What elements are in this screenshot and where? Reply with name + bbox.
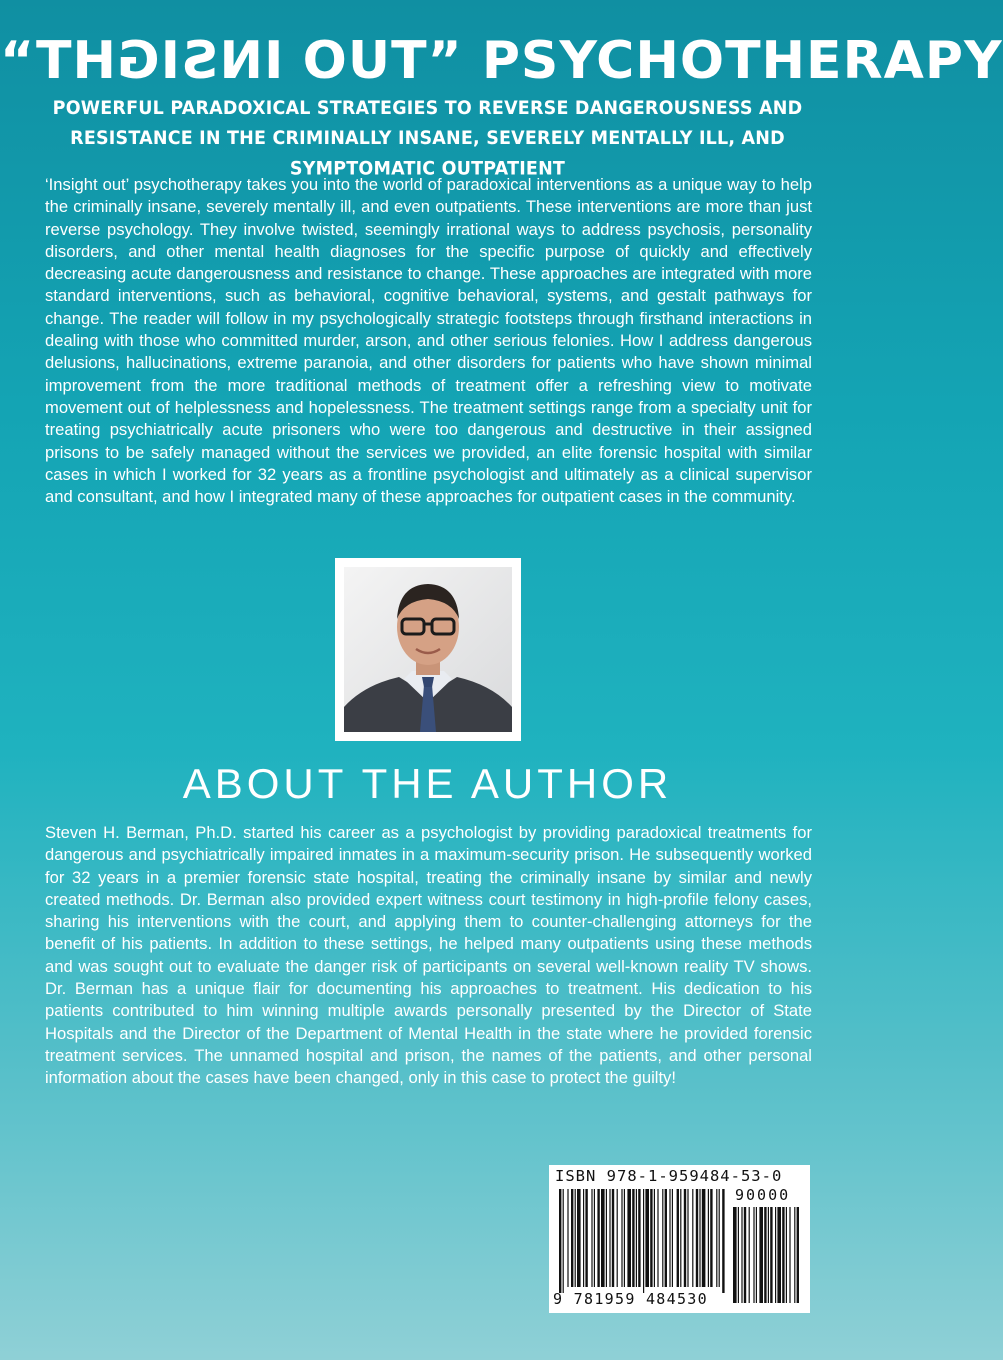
barcode-bar xyxy=(657,1189,658,1287)
author-photo xyxy=(344,567,512,732)
barcode-ean-digits: 9 781959 484530 xyxy=(553,1290,708,1308)
addon-barcode-bar xyxy=(744,1207,746,1303)
barcode-bar xyxy=(591,1189,592,1287)
barcode-bar xyxy=(601,1189,605,1287)
barcode-bar xyxy=(665,1189,667,1287)
addon-barcode-bar xyxy=(733,1207,737,1303)
isbn-barcode xyxy=(549,1165,810,1313)
addon-barcode-bar xyxy=(738,1207,739,1303)
barcode-bar xyxy=(643,1189,644,1293)
title-rest: OUT” PSYCHOTHERAPY xyxy=(283,31,1003,91)
barcode-bar xyxy=(632,1189,634,1287)
barcode-bar xyxy=(710,1189,712,1287)
barcode-bar xyxy=(669,1189,670,1287)
barcode-bar xyxy=(597,1189,599,1287)
barcode-bar xyxy=(702,1189,706,1287)
barcode-bar xyxy=(563,1189,564,1293)
barcode-bar xyxy=(662,1189,663,1287)
barcode-bar xyxy=(559,1189,561,1293)
author-photo-frame xyxy=(335,558,521,741)
addon-barcode-bar xyxy=(749,1207,750,1303)
book-title xyxy=(0,30,1003,92)
barcode-bar xyxy=(585,1189,587,1287)
barcode-bar xyxy=(567,1189,568,1287)
isbn-label: ISBN 978-1-959484-53-0 xyxy=(555,1167,783,1185)
barcode-addon-code: 90000 xyxy=(735,1186,791,1204)
author-bio: Steven H. Berman, Ph.D. started his career as a psychologist by providing paradoxical treatments for dangerous and psychiatrically impaired inmates in a maximum-security prison. He subsequently worked for 32 years in a premier forensic state hospital, treating the criminally insane by similar and newly created methods. Dr. Berman also provided expert witness court testimony in high-profile felony cases, sharing his interventions with the court, and applying them to counter-challenging attorneys for the benefit of his patients. In addition to these settings, he helped many outpatients using these methods and was sought out to evaluate the danger risk of participants on several well-known reality TV shows. Dr. Berman has a unique flair for documenting his approaches to treatment. His dedication to his patients contributed to him winning multiple awards personally presented by the Director of State Hospitals and the Director of the Department of Mental Health in the state where he provided forensic treatment services. The unnamed hospital and prison, the names of the patients, and other personal information about the cases have been changed, only in this case to protect the guilty! xyxy=(45,823,812,1088)
book-description: ‘Insight out’ psychotherapy takes you into the world of paradoxical interventions as a unique way to help the criminally insane, severely mentally ill, and even outpatients. These interventions are more than just reverse psychology. They involve twisted, seemingly irrational ways to address psychosis, personality disorders, and other mental health diagnoses for the specific purpose of quickly and effectively decreasing acute dangerousness and resistance to change. These approaches are integrated with more standard interventions, such as behavioral, cognitive behavioral, systems, and gestalt pathways for change. The reader will follow in my psychologically strategic footsteps through firsthand interactions in dealing with those who committed murder, arson, and other serious felonies. How I address dangerous delusions, hallucinations, extreme paranoia, and other disorders for patients who have shown minimal improvement from the more traditional methods of treatment offer a refreshing view to motivate movement out of helplessness and hopelessness. The treatment settings range from a specialty unit for treating psychiatrically acute prisoners who were too dangerous and destructive in their assigned prisons to be safely managed without the services we provided, an elite forensic hospital with similar cases in which I worked for 32 years as a frontline psychologist and ultimately as a clinical supervisor and consultant, and how I integrated many of these approaches for outpatient cases in the community. xyxy=(45,175,812,507)
barcode-bar xyxy=(708,1189,709,1287)
addon-barcode-bar xyxy=(753,1207,754,1303)
barcode-bar xyxy=(699,1189,700,1287)
addon-barcode-bar xyxy=(764,1207,766,1303)
barcode-bar xyxy=(722,1189,724,1293)
barcode-bar xyxy=(638,1189,640,1287)
barcode-bar xyxy=(621,1189,622,1287)
barcode-bar xyxy=(684,1189,686,1287)
title-open-quote: “ xyxy=(0,31,36,91)
barcode-bar xyxy=(680,1189,681,1287)
barcode-bar xyxy=(672,1189,673,1287)
barcode-bar xyxy=(609,1189,610,1287)
title-mirrored-word: INSIGHT xyxy=(35,31,284,91)
addon-barcode-bar xyxy=(782,1207,784,1303)
barcode-bar xyxy=(627,1189,631,1287)
barcode-bar xyxy=(617,1189,618,1287)
addon-barcode-bar xyxy=(786,1207,787,1303)
barcode-bar xyxy=(677,1189,679,1287)
book-subtitle: POWERFUL PARADOXICAL STRATEGIES TO REVERSE DANGEROUSNESS AND RESISTANCE IN THE CRIMINALLY INSANE, SEVERELY MENTALLY ILL, AND SYMPTOMATIC OUTPATIENT xyxy=(52,98,803,180)
addon-barcode-bar xyxy=(756,1207,757,1303)
barcode-bar xyxy=(687,1189,688,1287)
addon-barcode-bar xyxy=(794,1207,795,1303)
barcode-bar xyxy=(624,1189,625,1287)
barcode-bar xyxy=(594,1189,595,1287)
addon-barcode-bar xyxy=(777,1207,781,1303)
barcode-bar xyxy=(612,1189,614,1287)
about-the-author-heading: ABOUT THE AUTHOR xyxy=(182,760,673,807)
barcode-bar xyxy=(692,1189,693,1287)
barcode-bar xyxy=(650,1189,652,1287)
barcode-bar xyxy=(606,1189,607,1287)
addon-barcode-bar xyxy=(759,1207,763,1303)
barcode-bar xyxy=(636,1189,637,1287)
addon-barcode-bar xyxy=(789,1207,790,1303)
barcode-bar xyxy=(577,1189,581,1287)
barcode-bar xyxy=(583,1189,584,1287)
barcode-bar xyxy=(645,1189,649,1287)
addon-barcode-bar xyxy=(775,1207,776,1303)
addon-barcode-bar xyxy=(797,1207,799,1303)
barcode-bar xyxy=(571,1189,573,1287)
addon-barcode-bar xyxy=(768,1207,769,1303)
addon-barcode-bar xyxy=(741,1207,742,1303)
barcode-bar xyxy=(575,1189,576,1287)
barcode-bar xyxy=(719,1189,720,1287)
barcode-bar xyxy=(716,1189,717,1287)
barcode-bar xyxy=(654,1189,655,1287)
addon-barcode-bar xyxy=(770,1207,772,1303)
barcode-bar xyxy=(696,1189,698,1287)
